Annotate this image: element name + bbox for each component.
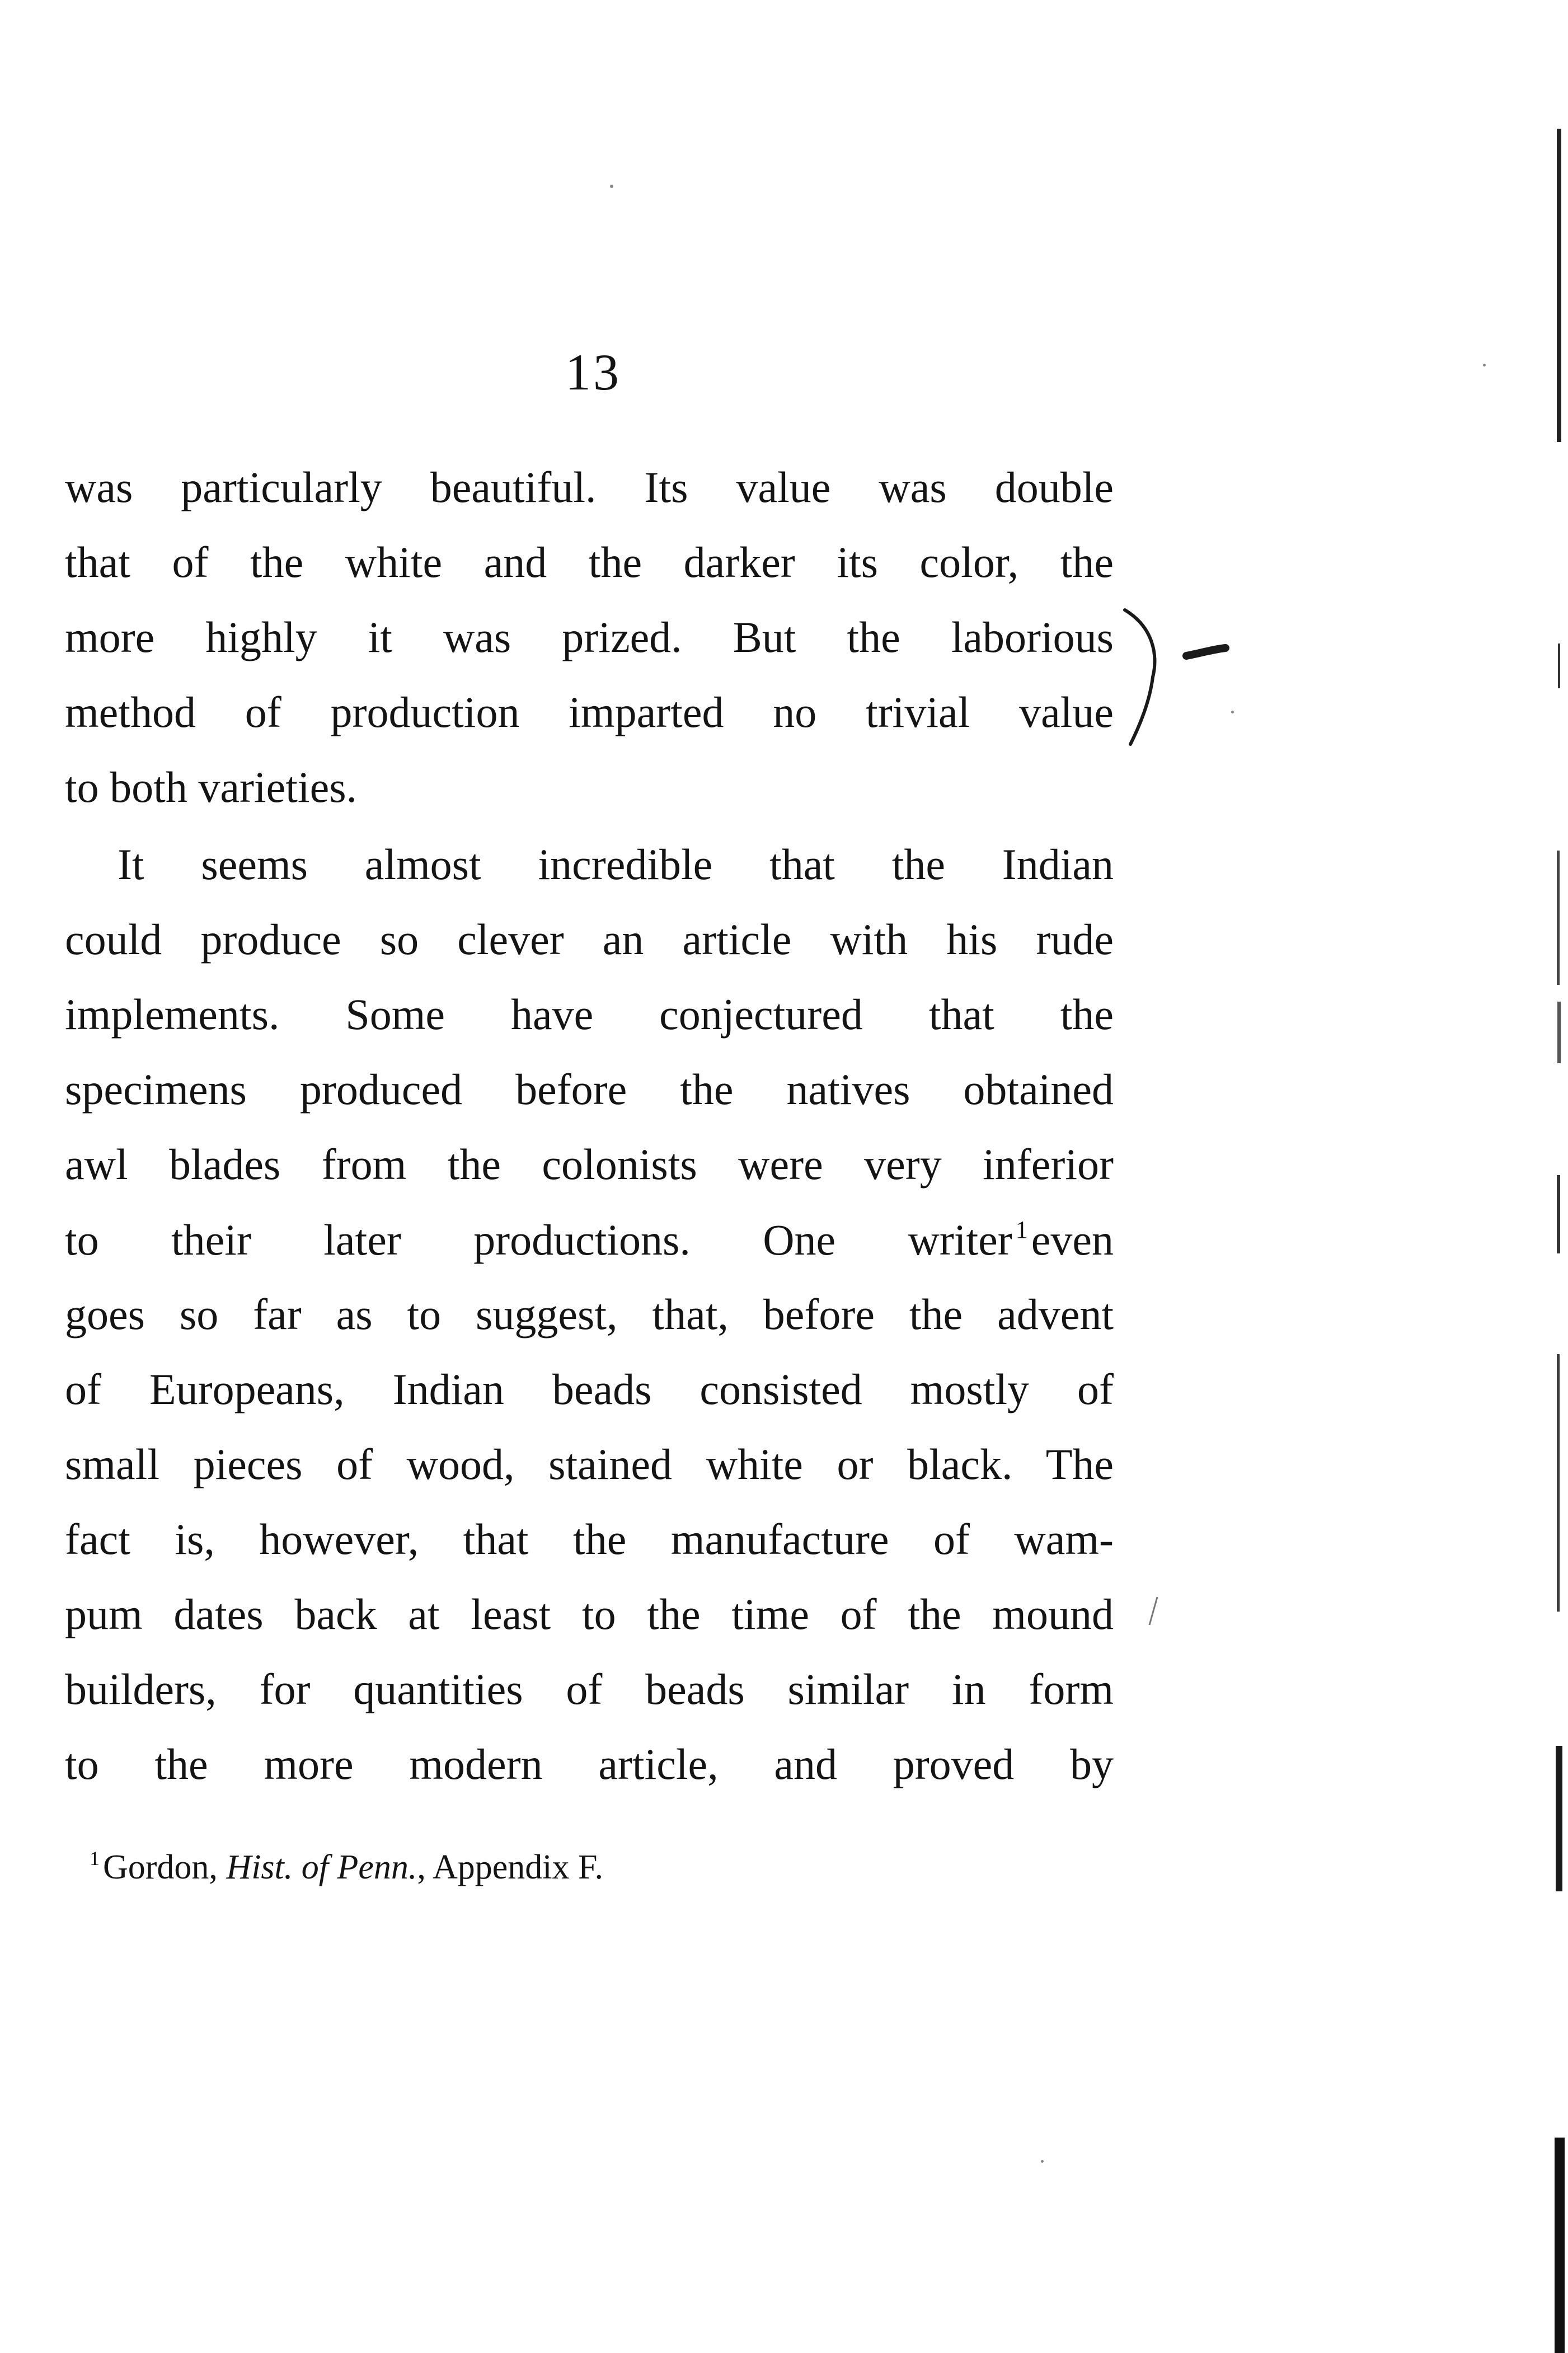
text-line: awl blades from the colonists were very inferior [65,1140,1114,1189]
page-number: 13 [565,344,621,401]
footnote-marker: 1 [1015,1216,1028,1243]
text-segment: to their later productions. One writer [65,1215,1012,1264]
text-line: of Europeans, Indian beads consisted mostly of [65,1365,1114,1413]
scan-speck [610,185,613,188]
text-line: could produce so clever an article with his rude [65,915,1114,964]
text-line: more highly it was prized. But the laborious [65,613,1114,661]
scan-speck [1483,364,1486,367]
footnote-number: 1 [90,1847,100,1870]
text-line: that of the white and the darker its color, the [65,538,1114,586]
footnote-title: Hist. of Penn. [226,1848,417,1886]
text-line: method of production imparted no trivial value [65,688,1114,736]
handwritten-bracket-mark [1119,604,1254,750]
text-line: to the more modern article, and proved by [65,1740,1114,1788]
text-line: It seems almost incredible that the Indian [118,840,1114,889]
footnote-author: Gordon, [103,1848,227,1886]
text-line: builders, for quantities of beads similar in form [65,1665,1114,1713]
pencil-mark [1142,1595,1164,1628]
scan-speck [1041,2160,1044,2163]
footnote-rest: , Appendix F. [417,1848,604,1886]
text-line: specimens produced before the natives obtained [65,1065,1114,1114]
text-line: to both varieties. [65,763,358,811]
text-line: pum dates back at least to the time of the mound [65,1590,1114,1638]
text-line: was particularly beautiful. Its value was double [65,463,1114,511]
text-line: small pieces of wood, stained white or black. The [65,1440,1114,1488]
text-line: fact is, however, that the manufacture of wam- [65,1515,1114,1563]
page-edge-shadow [1534,0,1568,2353]
footnote [90,1847,603,1887]
text-line [65,1215,1114,1264]
scan-speck [1231,711,1234,713]
text-line: goes so far as to suggest, that, before the advent [65,1290,1114,1338]
text-line: implements. Some have conjectured that the [65,990,1114,1039]
text-segment: even [1031,1215,1114,1264]
